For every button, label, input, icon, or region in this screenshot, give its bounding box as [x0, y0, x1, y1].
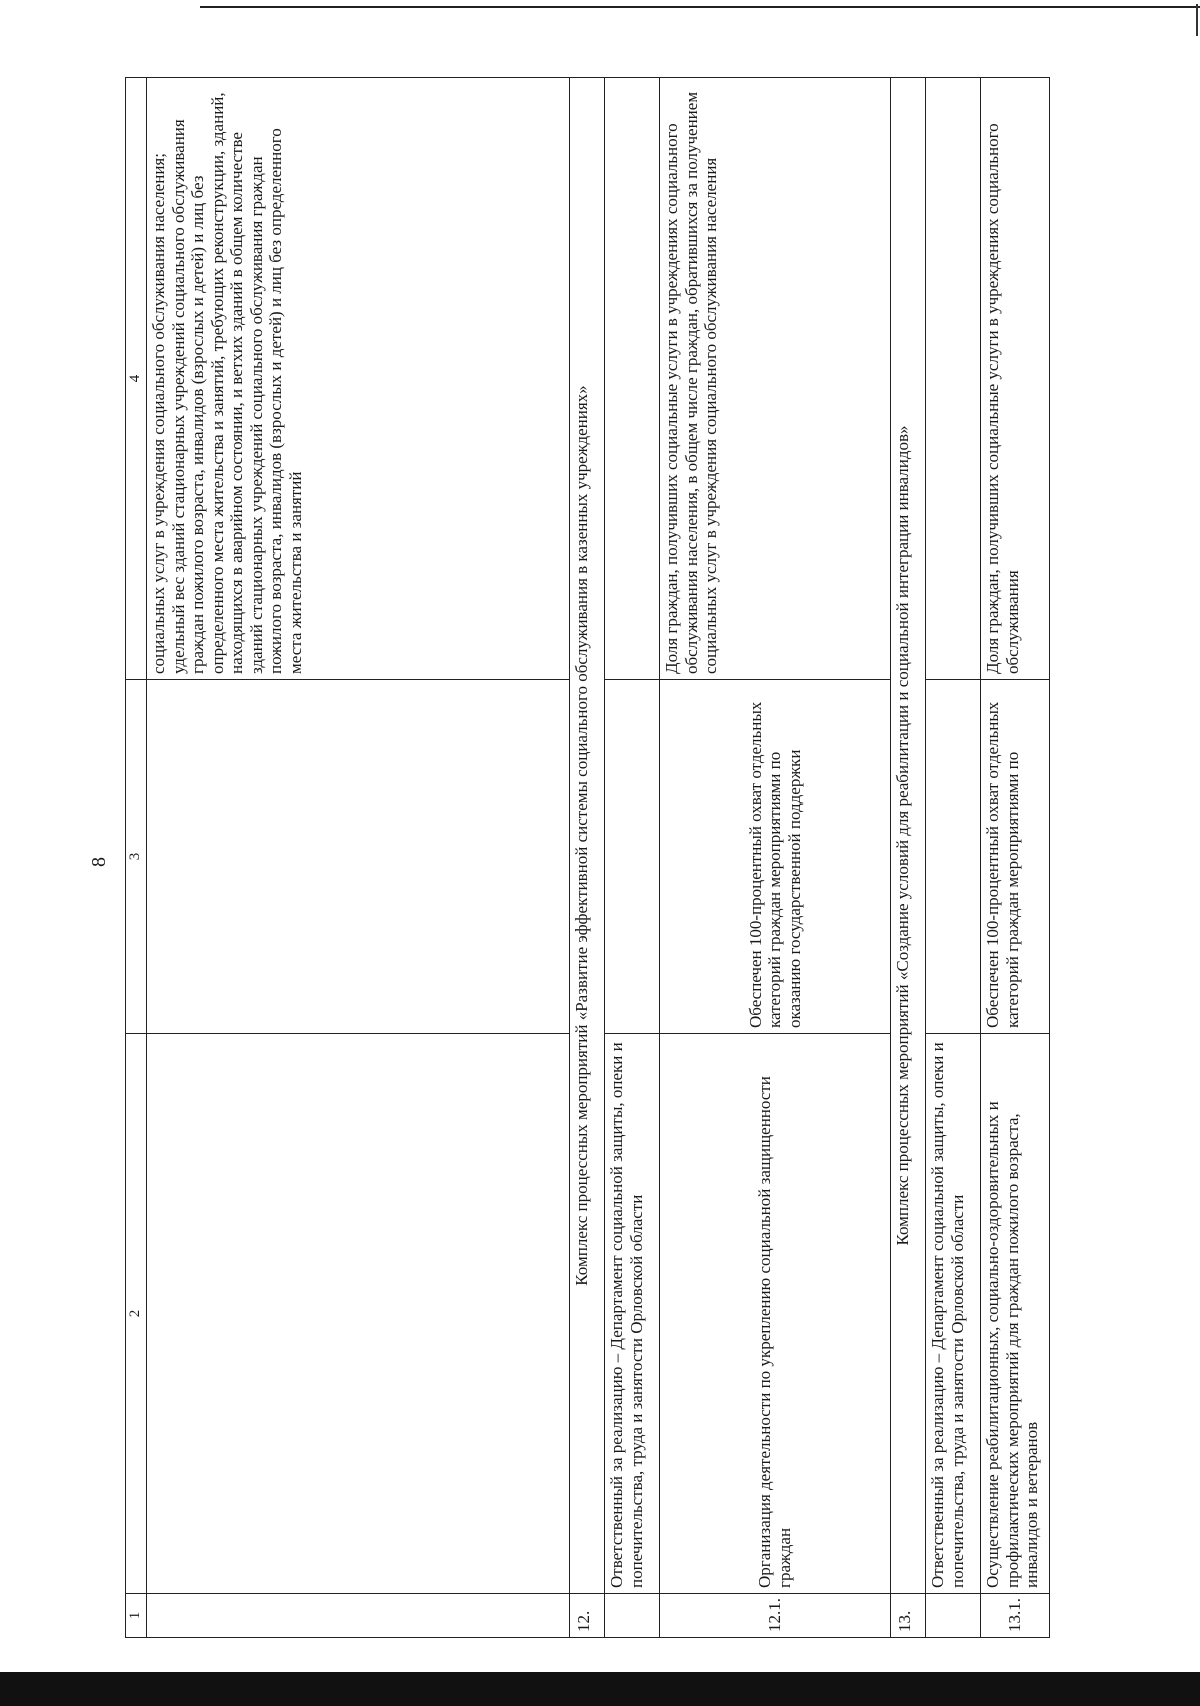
section-13-responsible-col3 [926, 680, 981, 1034]
item-13-1-result: Обеспечен 100-процентный охват отдельных категорий граждан мероприятиями по [981, 680, 1050, 1034]
item-13-1-row [981, 78, 1050, 1638]
section-12-title: Комплекс процессных мероприятий «Развитие эффективной системы социального обслуживания в казенных учреждениях» [570, 78, 605, 1594]
continuation-col-1 [147, 1594, 570, 1638]
section-13-responsible: Ответственный за реализацию – Департамент социальной защиты, опеки и попечительства, труда и занятости Орловской области [926, 1034, 981, 1594]
document-table [125, 78, 1045, 1638]
scan-edge-right [1196, 4, 1198, 36]
section-12-responsible-col3 [605, 680, 660, 1034]
scan-edge-bottom [0, 1672, 1200, 1706]
item-12-1-result: Обеспечен 100-процентный охват отдельных категорий граждан мероприятиями по оказанию государственной поддержки [660, 680, 891, 1034]
item-13-1-activity: Осуществление реабилитационных, социально-оздоровительных и профилактических мероприятий для граждан пожилого возраста, инвалидов и ветеранов [981, 1034, 1050, 1594]
page-number: 8 [88, 857, 110, 867]
item-12-1-indicator: Доля граждан, получивших социальные услуги в учреждениях социального обслуживания населения, в общем числе граждан, обратившихся за получением социальных услуг в учреждения социального обслуживания населения [660, 78, 891, 680]
section-13-responsible-row [926, 78, 981, 1638]
continuation-col-2 [147, 1034, 570, 1594]
continuation-indicator: социальных услуг в учреждения социального обслуживания населения; удельный вес зданий стационарных учреждений социального обслуживания граждан пожилого возраста, инвалидов (взрослых и детей) и лиц без определенного места жительства и занятий, требующих реконструкции, зданий, находящихся в аварийном состоянии, и ветхих зданий в общем количестве зданий стационарных учреждений социального обслуживания граждан пожилого возраста, инвалидов (взрослых и детей) и лиц без определенного места жительства и занятий [147, 78, 570, 680]
section-13-number: 13. [891, 1594, 926, 1638]
section-13-responsible-num [926, 1594, 981, 1638]
header-col-3: 3 [126, 680, 147, 1034]
continuation-col-3 [147, 680, 570, 1034]
header-col-1: 1 [126, 1594, 147, 1638]
section-13-responsible-col4 [926, 78, 981, 680]
item-12-1-row [660, 78, 891, 1638]
section-13-row [891, 78, 926, 1638]
section-12-responsible-num [605, 1594, 660, 1638]
section-13-title: Комплекс процессных мероприятий «Создание условий для реабилитации и социальной интеграции инвалидов» [891, 78, 926, 1594]
continuation-row [147, 78, 570, 1638]
section-12-number: 12. [570, 1594, 605, 1638]
section-12-responsible-col4 [605, 78, 660, 680]
item-13-1-indicator: Доля граждан, получивших социальные услуги в учреждениях социального обслуживания [981, 78, 1050, 680]
section-12-responsible: Ответственный за реализацию – Департамент социальной защиты, опеки и попечительства, труда и занятости Орловской области [605, 1034, 660, 1594]
header-col-4: 4 [126, 78, 147, 680]
table-header-row [126, 78, 147, 1638]
item-13-1-number: 13.1. [981, 1594, 1050, 1638]
item-12-1-number: 12.1. [660, 1594, 891, 1638]
item-12-1-activity: Организация деятельности по укреплению социальной защищенности граждан [660, 1034, 891, 1594]
scan-edge-top [200, 6, 1200, 8]
section-12-row [570, 78, 605, 1638]
header-col-2: 2 [126, 1034, 147, 1594]
section-12-responsible-row [605, 78, 660, 1638]
